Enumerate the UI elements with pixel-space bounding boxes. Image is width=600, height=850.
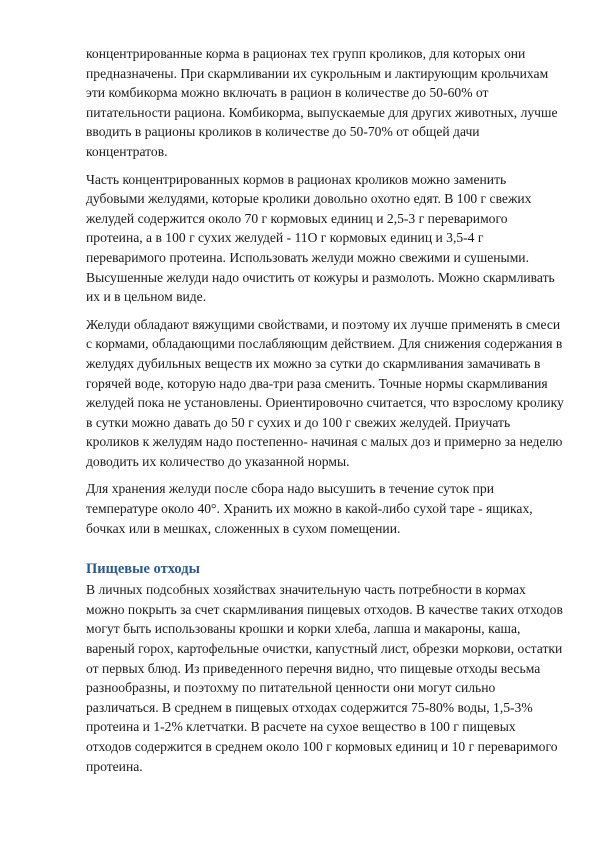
paragraph-acorns-properties: Желуди обладают вяжущими свойствами, и поэтому их лучше применять в смеси с кормами, обладающими послабляющим действием. Для снижения содержания в желудях дубильных веществ их можно за сутки до скармливания замачивать в горячей воде, которую надо два-три раза сменить. Точные нормы скармливания желудей пока не установлены. Ориентировочно считается, что взрослому кролику в сутки можно давать до 50 г сухих и до 100 г свежих желудей. Приучать кроликов к желудям надо постепенно- начиная с малых доз и примерно за неделю доводить их количество до указанной нормы. [86, 316, 564, 469]
paragraph-food-waste: В личных подсобных хозяйствах значительную часть потребности в кормах можно покрыть за счет скармливания пищевых отходов. В качестве таких отходов могут быть использованы крошки и корки хлеба, лапша и макароны, каша, вареный горох, картофельные очистки, капустный лист, обрезки моркови, остатки от первых блюд. Из приведенного перечня видно, что пищевые отходы весьма разнообразны, и поэтохму по питательной ценности они могут сильно различаться. В среднем в пищевых отходах содержится 75-80% воды, 1,5-3% протеина и 1-2% клетчатки. В расчете на сухое вещество в 100 г пищевых отходов содержится в среднем около 100 г кормовых единиц и 10 г переваримого протеина. [86, 582, 563, 774]
paragraph-feed-concentrates: концентрированные корма в рационах тех групп кроликов, для которых они предназначены. При скармливании их сукрольным и лактирующим крольчихам эти комбикорма можно включать в рацион в количестве до 50-60% от питательности рациона. Комбикорма, выпускаемые для других животных, лучше вводить в рационы кроликов в количестве до 50-70% от общей дачи концентратов. [86, 46, 558, 159]
paragraph-acorns-replacement: Часть концентрированных кормов в рационах кроликов можно заменить дубовыми желудями, которые кролики довольно охотно едят. В 100 г свежих желудей содержится около 70 г кормовых единиц и 2,5-3 г переваримого протеина, а в 100 г сухих желудей - 11О г кормовых единиц и 3,5-4 г переваримого протеина. Использовать желуди можно свежими и сушеными. Высушенные желуди надо очистить от кожуры и размолоть. Можно скармливать их и в цельном виде. [86, 171, 555, 305]
paragraph-acorns-storage: Для хранения желуди после сбора надо высушить в течение суток при температуре около 40°. Хранить их можно в какой-либо сухой таре - ящиках, бочках или в мешках, сложенных в сухом помещении. [86, 481, 533, 536]
document-page [86, 44, 564, 776]
section-heading-food-waste: Пищевые отходы [86, 561, 200, 578]
